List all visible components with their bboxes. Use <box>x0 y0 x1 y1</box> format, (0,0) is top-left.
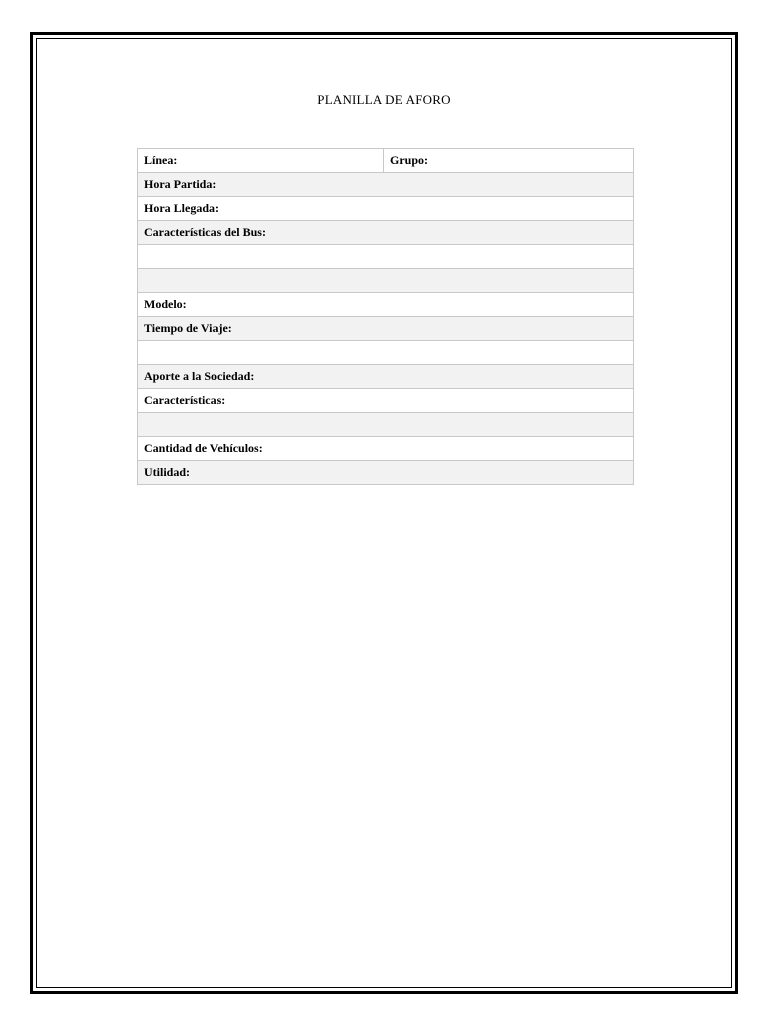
blank-field[interactable] <box>138 413 634 437</box>
hora-llegada-label[interactable]: Hora Llegada: <box>138 197 634 221</box>
document-title: PLANILLA DE AFORO <box>317 92 451 107</box>
tiempo-viaje-label[interactable]: Tiempo de Viaje: <box>138 317 634 341</box>
table-row <box>138 341 634 365</box>
table-row <box>138 437 634 461</box>
table-row <box>138 173 634 197</box>
utilidad-label[interactable]: Utilidad: <box>138 461 634 485</box>
table-row <box>138 293 634 317</box>
table-row <box>138 461 634 485</box>
blank-field[interactable] <box>138 269 634 293</box>
cantidad-vehiculos-label[interactable]: Cantidad de Vehículos: <box>138 437 634 461</box>
table-row <box>138 221 634 245</box>
modelo-label[interactable]: Modelo: <box>138 293 634 317</box>
table-row <box>138 389 634 413</box>
grupo-label[interactable]: Grupo: <box>384 149 634 173</box>
table-row <box>138 365 634 389</box>
aporte-sociedad-label[interactable]: Aporte a la Sociedad: <box>138 365 634 389</box>
table-row <box>138 413 634 437</box>
table-row <box>138 317 634 341</box>
caracteristicas-bus-label[interactable]: Características del Bus: <box>138 221 634 245</box>
table-row <box>138 269 634 293</box>
table-row <box>138 197 634 221</box>
linea-label[interactable]: Línea: <box>138 149 384 173</box>
hora-partida-label[interactable]: Hora Partida: <box>138 173 634 197</box>
table-row <box>138 245 634 269</box>
form-table <box>137 148 634 485</box>
blank-field[interactable] <box>138 341 634 365</box>
table-row <box>138 149 634 173</box>
blank-field[interactable] <box>138 245 634 269</box>
caracteristicas-label[interactable]: Características: <box>138 389 634 413</box>
